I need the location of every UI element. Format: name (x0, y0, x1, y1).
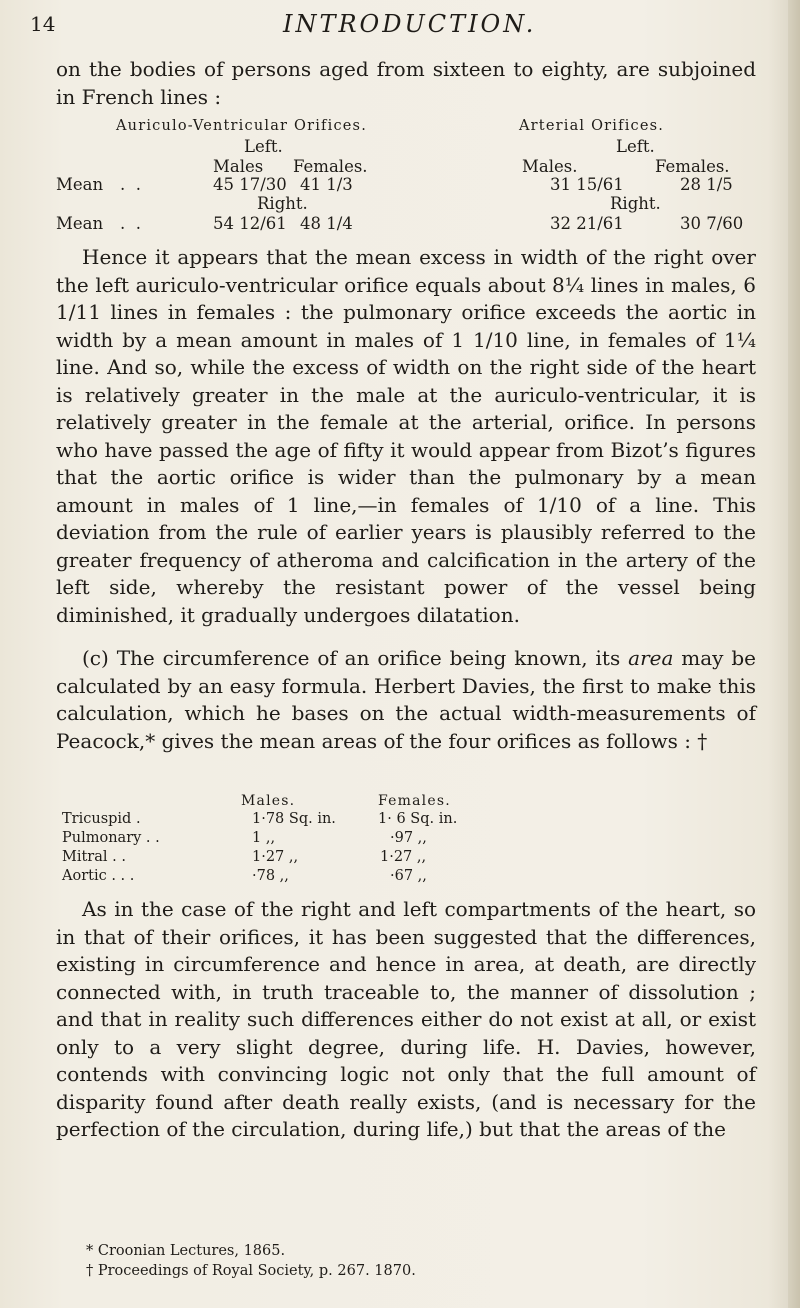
area-col-males: Males. (241, 793, 296, 809)
heading-arterial: Arterial Orifices. (519, 118, 665, 134)
area-row-name: Mitral . . (62, 849, 126, 865)
running-head: INTRODUCTION. (283, 10, 537, 38)
page-number: 14 (30, 12, 56, 36)
footnote-proceedings: † Proceedings of Royal Society, p. 267. 1870. (86, 1263, 416, 1279)
row-label-left-mean: Mean (56, 175, 104, 194)
left-art-males: 31 15/61 (550, 175, 624, 194)
left-av-females: 41 1/3 (300, 175, 353, 194)
right-av-males: 54 12/61 (213, 214, 287, 233)
area-row-females: ·97 ,, (390, 830, 427, 846)
row-label-right-mean: Mean (56, 214, 104, 233)
sub-right-art: Right. (610, 194, 661, 213)
right-art-males: 32 21/61 (550, 214, 624, 233)
paragraph-hence: Hence it appears that the mean excess in width of the right over the left auriculo-ventricular orifice equals about 8¼ lines in males, 6 1/11 lines in females : the pulmonary orifice exceeds the aortic in width by a mean amount in males of 1 1/10 line, in females of 1¼ line. And so, while the excess of width on the right side of the heart is relatively greater in the male at the auriculo-ventricular, it is relatively greater in the female at the arterial, orifice. In persons who have passed the age of fifty it would appear from Bizot’s figures that the aortic orifice is wider than the pulmonary by a mean amount in males of 1 line,—in females of 1/10 of a line. This deviation from the rule of earlier years is plausibly referred to the greater frequency of atheroma and calcification in the artery of the left side, whereby the resistant power of the vessel being diminished, it gradually undergoes dilatation. (56, 245, 756, 627)
area-row-females: 1·27 ,, (380, 849, 427, 865)
heading-auriculo-ventricular: Auriculo-Ventricular Orifices. (116, 118, 368, 134)
sub-left-art: Left. (616, 137, 655, 156)
left-art-females: 28 1/5 (680, 175, 733, 194)
sub-right-av: Right. (257, 194, 308, 213)
sub-left-av: Left. (244, 137, 283, 156)
row-leader: . . (120, 214, 141, 233)
intro-paragraph: on the bodies of persons aged from sixteen to eighty, are subjoined in French lines : (56, 57, 756, 109)
section-marker: (c) (82, 646, 109, 670)
col-males-av: Males (213, 157, 264, 176)
area-row-males: 1·27 ,, (252, 849, 299, 865)
italic-area: area (628, 646, 674, 670)
area-row-name: Tricuspid . (62, 811, 141, 827)
col-females-art: Females. (655, 157, 730, 176)
footnote-croonian: * Croonian Lectures, 1865. (86, 1243, 286, 1259)
area-row-name: Aortic . . . (62, 868, 135, 884)
row-leader: . . (120, 175, 141, 194)
area-row-males: ·78 ,, (252, 868, 289, 884)
right-av-females: 48 1/4 (300, 214, 353, 233)
col-males-art: Males. (522, 157, 578, 176)
area-row-females: 1· 6 Sq. in. (378, 811, 458, 827)
area-col-females: Females. (378, 793, 451, 809)
paragraph-c: (c) The circumference of an orifice being known, its area may be calculated by an easy formula. Herbert Davies, the first to make this calculation, which he bases on the actual width-measurements of Peacock,* gives the mean areas of the four orifices as follows : † (56, 646, 757, 753)
area-row-males: 1·78 Sq. in. (252, 811, 336, 827)
left-av-males: 45 17/30 (213, 175, 287, 194)
col-females-av: Females. (293, 157, 368, 176)
area-row-females: ·67 ,, (390, 868, 427, 884)
page-edge (788, 0, 800, 1308)
right-art-females: 30 7/60 (680, 214, 744, 233)
area-row-males: 1 ,, (252, 830, 276, 846)
area-row-name: Pulmonary . . (62, 830, 160, 846)
paragraph-final: As in the case of the right and left compartments of the heart, so in that of their orifices, it has been suggested that the differences, existing in circumference and hence in area, at death, are directly connected with, in truth traceable to, the manner of dissolution ; and that in reality such differences either do not exist at all, or exist only to a very slight degree, during life. H. Davies, however, contends with convincing logic not only that the full amount of disparity found after death really exists, (and is necessary for the perfection of the circulation, during life,) but that the areas of the (56, 897, 756, 1141)
